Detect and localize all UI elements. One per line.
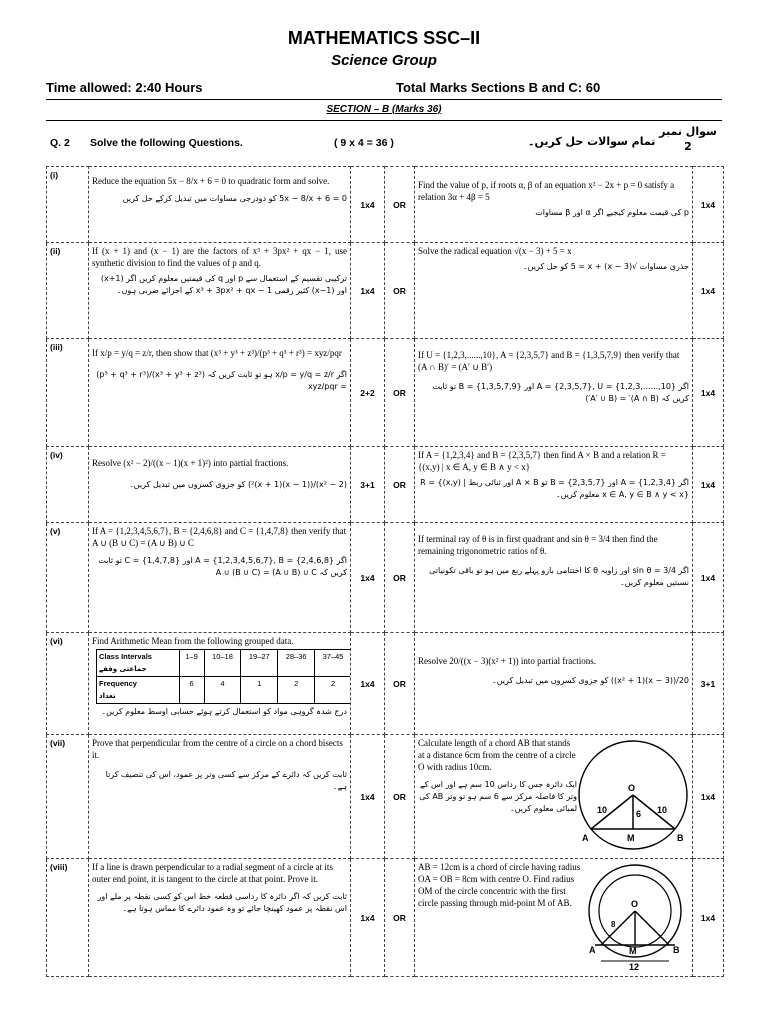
svg-text:M: M (627, 833, 635, 843)
marks: 1x4 (693, 167, 724, 243)
question-ur: اگر A = {1,2,3,4,5,6,7}, B = {2,4,6,8} اور C = {1,4,7,8} تو ثابت کریں کہ A ∪ (B ∪ C) = (A ∪ B) ∪ C (98, 556, 347, 577)
table-cell: 37–45 (315, 650, 351, 677)
paper-title: MATHEMATICS SSC–II (287, 28, 481, 48)
question-en: Reduce the equation 5x − 8/x + 6 = 0 to quadratic form and solve. (92, 176, 330, 186)
row-number: (ii) (47, 243, 89, 339)
or-label: OR (385, 167, 415, 243)
question-text: Solve the following Questions. (90, 137, 243, 149)
question-en: If x/p = y/q = z/r, then show that (x³ + y³ + z³)/(p³ + q³ + r³) = xyz/pqr (92, 348, 342, 358)
table-cell: 28–36 (278, 650, 315, 677)
question-ur: اگر A = {1,2,3,4} اور B = {2,3,5,7} تو A × B اور ثنائی ربط R = {(x,y) | x ∈ A, y ∈ B ∧ y < x} معلوم کریں۔ (420, 478, 689, 499)
marks: 1x4 (693, 447, 724, 523)
right-question (415, 167, 693, 243)
table-header: Frequency تعداد (97, 677, 180, 704)
marks: 1x4 (351, 243, 385, 339)
question-en: Solve the radical equation √(x − 3) + 5 = x (418, 246, 572, 256)
table-cell: 2 (278, 677, 315, 704)
marks: 3+1 (351, 447, 385, 523)
question-en: Resolve 20/((x − 3)(x² + 1)) into partial fractions. (418, 656, 597, 666)
right-question (415, 735, 693, 859)
table-cell: 4 (204, 677, 241, 704)
question-ur: 20/((x − 3)(x² + 1)) کو جزوی کسروں میں تبدیل کریں۔ (492, 676, 689, 685)
row-number: (viii) (47, 859, 89, 977)
left-question (89, 523, 351, 633)
marks: 1x4 (351, 735, 385, 859)
marks: 1x4 (351, 633, 385, 735)
question-number: Q. 2 (50, 137, 70, 149)
question-ur: جذری مساوات √(x − 3) + 5 = x کو حل کریں۔ (522, 262, 689, 271)
question-ur: ثابت کریں کہ دائرے کے مرکز سے کسی وتر پر عمود، اس کی تنصیف کرتا ہے۔ (105, 770, 347, 791)
right-question (415, 339, 693, 447)
question-ur: ترکیبی تقسیم کے استعمال سے p اور q کی قیمتیں معلوم کریں اگر (x+1) اور (x−1) کثیر رقمی x³ + 3px² + qx − 1 کے اجزائے ضربی ہوں۔ (100, 274, 347, 295)
question-ur: اگر x/p = y/q = z/r ہو تو ثابت کریں کہ (x³ + y³ + z³)/(p³ + q³ + r³) = xyz/pqr (96, 370, 347, 391)
left-question (89, 243, 351, 339)
marks: 1x4 (351, 523, 385, 633)
row-number: (iv) (47, 447, 89, 523)
paper-meta (46, 80, 722, 98)
question-marks: ( 9 x 4 = 36 ) (334, 137, 394, 149)
row-number: (vi) (47, 633, 89, 735)
question-ur: ثابت کریں کہ اگر دائرہ کا رداسی قطعہ خط اس کو کسی نقطہ پر ملے اور اس نقطہ پر عمود کھینچا جائے تو وہ عمود دائرے کا مماس ہوتا ہے۔ (97, 892, 347, 913)
question-en: If U = {1,2,3,......,10}, A = {2,3,5,7} and B = {1,3,5,7,9} then verify that (A ∩ B)′ = (A′ ∪ B′) (418, 350, 680, 372)
right-question (415, 859, 693, 977)
question-ur: درج شدہ گروہی مواد کو استعمال کرتے ہوئے حسابی اوسط معلوم کریں۔ (101, 707, 347, 716)
question-en: Find Arithmetic Mean from the following grouped data. (92, 636, 294, 646)
svg-text:10: 10 (657, 805, 668, 815)
or-label: OR (385, 339, 415, 447)
question-ur: اگر sin θ = 3/4 اور زاویہ θ کا اختتامی بازو پہلے ربع میں ہو تو باقی تکونیاتی نسبتیں معلوم کریں۔ (429, 566, 689, 587)
svg-text:6: 6 (636, 809, 642, 819)
divider (46, 120, 722, 121)
marks: 1x4 (351, 859, 385, 977)
table-cell: 1 (241, 677, 278, 704)
question-ur: p کی قیمت معلوم کیجیے اگر α اور β مساوات (535, 208, 689, 217)
right-question (415, 633, 693, 735)
question-en: If A = {1,2,3,4} and B = {2,3,5,7} then find A × B and a relation R = {(x,y) | x ∈ A, y ∈ B ∧ y < x} (418, 450, 666, 472)
row-number: (i) (47, 167, 89, 243)
total-marks: Total Marks Sections B and C: 60 (396, 80, 601, 95)
time-allowed: Time allowed: 2:40 Hours (46, 80, 203, 95)
table-header: Class Intervals جماعتی وقفے (97, 650, 180, 677)
left-question (89, 735, 351, 859)
question-en: If A = {1,2,3,4,5,6,7}, B = {2,4,6,8} and C = {1,4,7,8} then verify that A ∪ (B ∪ C) = (A ∪ B) ∪ C (92, 526, 347, 548)
svg-text:8: 8 (611, 920, 616, 929)
table-row (47, 243, 724, 339)
left-question (89, 167, 351, 243)
svg-text:B: B (677, 833, 684, 843)
question-en: Resolve (x² − 2)/((x − 1)(x + 1)²) into partial fractions. (92, 458, 289, 468)
row-number: (v) (47, 523, 89, 633)
table-row (47, 735, 724, 859)
question-text-urdu: تمام سوالات حل کریں۔ (528, 135, 656, 148)
concentric-circle-figure (581, 861, 689, 973)
or-label: OR (385, 243, 415, 339)
or-label: OR (385, 447, 415, 523)
table-row (47, 859, 724, 977)
marks: 1x4 (693, 523, 724, 633)
question-heading (48, 125, 720, 166)
svg-text:M: M (629, 946, 637, 956)
table-cell: 10–18 (204, 650, 241, 677)
divider (46, 99, 722, 100)
section-heading: SECTION – B (Marks 36) (326, 104, 442, 115)
question-ur: (x² − 2)/((x − 1)(x + 1)²) کو جزوی کسروں میں تبدیل کریں۔ (129, 480, 347, 489)
chord-circle-figure (577, 737, 689, 855)
grouped-data-table (96, 649, 351, 704)
marks: 2+2 (351, 339, 385, 447)
svg-text:10: 10 (597, 805, 608, 815)
marks: 1x4 (693, 735, 724, 859)
question-en: Calculate length of a chord AB that stands at a distance 6cm from the centre of a circle O with radius 10cm. (418, 738, 576, 772)
table-row (47, 523, 724, 633)
question-en: If a line is drawn perpendicular to a radial segment of a circle at its outer end point, it is tangent to the circle at that point. Prove it. (92, 862, 333, 884)
svg-text:O: O (628, 783, 636, 793)
marks: 1x4 (693, 859, 724, 977)
question-en: AB = 12cm is a chord of circle having radius OA = OB = 8cm with centre O. Find radius OM of the circle concentric with the first circle passing through mid-point M of AB. (418, 862, 581, 908)
question-ur: ایک دائرہ جس کا رداس 10 سم ہے اور اس کے وتر کا فاصلہ مرکز سے 6 سم ہو تو وتر AB کی لمبائی معلوم کریں۔ (419, 780, 577, 813)
table-cell: 6 (179, 677, 204, 704)
right-question (415, 243, 693, 339)
svg-text:A: A (589, 945, 596, 955)
table-row (47, 339, 724, 447)
table-row (47, 633, 724, 735)
paper-subtitle: Science Group (331, 52, 437, 69)
question-number-urdu: سوال نمبر 2 (659, 125, 717, 153)
right-question (415, 447, 693, 523)
question-en: Prove that perpendicular from the centre of a circle on a chord bisects it. (92, 738, 343, 760)
table-row (47, 167, 724, 243)
question-en: If (x + 1) and (x − 1) are the factors of x³ + 3px² + qx − 1, use synthetic division to find the values of p and q. (92, 246, 347, 268)
row-number: (vii) (47, 735, 89, 859)
svg-text:12: 12 (629, 962, 640, 972)
left-question (89, 859, 351, 977)
svg-text:B: B (673, 945, 680, 955)
or-label: OR (385, 735, 415, 859)
question-ur: اگر A = {2,3,5,7}, U = {1,2,3,......,10} اور B = {1,3,5,7,9} تو ثابت کریں کہ (A ∩ B)′ = (A′ ∪ B′) (432, 382, 689, 403)
right-question (415, 523, 693, 633)
left-question (89, 339, 351, 447)
svg-text:O: O (631, 899, 639, 909)
question-ur: 5x − 8/x + 6 = 0 کو دودرجی مساوات میں تبدیل کرکے حل کریں (122, 194, 347, 203)
table-cell: 2 (315, 677, 351, 704)
marks: 1x4 (351, 167, 385, 243)
table-cell: 19–27 (241, 650, 278, 677)
svg-text:A: A (582, 833, 589, 843)
question-en: If terminal ray of θ is in first quadrant and sin θ = 3/4 then find the remaining trigonometric ratios of θ. (418, 534, 658, 556)
marks: 1x4 (693, 339, 724, 447)
marks: 1x4 (693, 243, 724, 339)
or-label: OR (385, 859, 415, 977)
marks: 3+1 (693, 633, 724, 735)
left-question (89, 633, 351, 735)
or-label: OR (385, 633, 415, 735)
or-label: OR (385, 523, 415, 633)
table-row (47, 447, 724, 523)
table-cell: 1–9 (179, 650, 204, 677)
question-en: Find the value of p, if roots α, β of an equation x² − 2x + p = 0 satisfy a relation 3α + 4β = 5 (418, 180, 675, 202)
left-question (89, 447, 351, 523)
row-number: (iii) (47, 339, 89, 447)
questions-table (46, 166, 724, 977)
